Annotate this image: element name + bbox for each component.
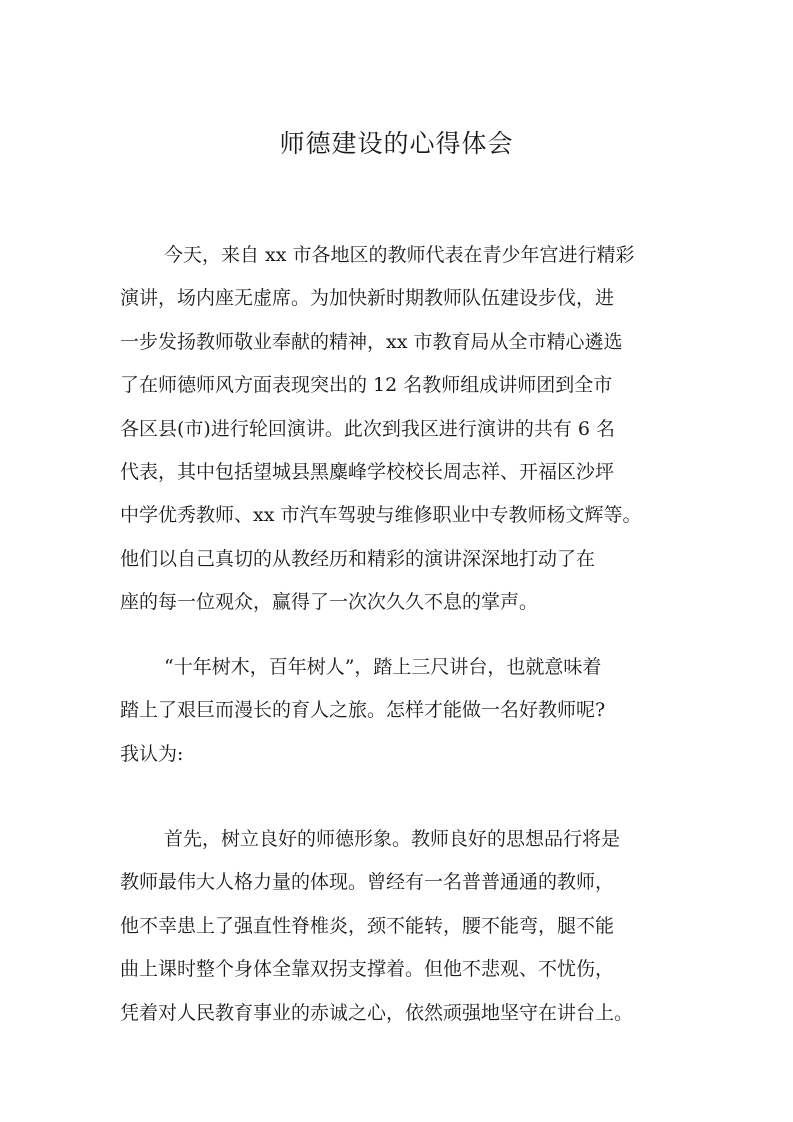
paragraph-line: 教师最伟大人格力量的体现。曾经有一名普普通通的教师， [120, 871, 615, 894]
paragraph-line: 踏上了艰巨而漫长的育人之旅。怎样才能做一名好教师呢? [120, 699, 606, 722]
paragraph-line: 一步发扬教师敬业奉献的精神，xx 市教育局从全市精心遴选 [120, 330, 623, 353]
paragraph-line: 代表，其中包括望城县黑麋峰学校校长周志祥、开福区沙坪 [120, 460, 615, 483]
paragraph-line: 了在师德师风方面表现突出的 12 名教师组成讲师团到全市 [120, 374, 613, 397]
paragraph-line: 今天，来自 xx 市各地区的教师代表在青少年宫进行精彩 [164, 244, 635, 266]
paragraph-line: 中学优秀教师、xx 市汽车驾驶与维修职业中专教师杨文辉等。 [120, 504, 642, 527]
paragraph-line: 凭着对人民教育事业的赤诚之心，依然顽强地坚守在讲台上。 [120, 1001, 634, 1024]
paragraph-line: “十年树木，百年树人”，踏上三尺讲台，也就意味着 [164, 656, 602, 678]
paragraph-line: 他们以自己真切的从教经历和精彩的演讲深深地打动了在 [120, 547, 596, 570]
paragraph-question [120, 646, 680, 776]
paragraph-line: 我认为: [120, 742, 184, 765]
paragraph-line: 各区县(市)进行轮回演讲。此次到我区进行演讲的共有 6 名 [120, 417, 615, 440]
paragraph-first-point [120, 818, 680, 1035]
paragraph-line: 曲上课时整个身体全靠双拐支撑着。但他不悲观、不忧伤， [120, 958, 615, 981]
paragraph-line: 他不幸患上了强直性脊椎炎，颈不能转，腰不能弯，腿不能 [120, 914, 615, 937]
paragraph-line: 座的每一位观众，赢得了一次次久久不息的掌声。 [120, 591, 539, 614]
paragraph-line: 首先，树立良好的师德形象。教师良好的思想品行将是 [164, 828, 621, 850]
document-title: 师德建设的心得体会 [279, 129, 514, 158]
paragraph-line: 演讲，场内座无虚席。为加快新时期教师队伍建设步伐，进 [120, 287, 615, 310]
paragraph-intro [120, 234, 680, 625]
